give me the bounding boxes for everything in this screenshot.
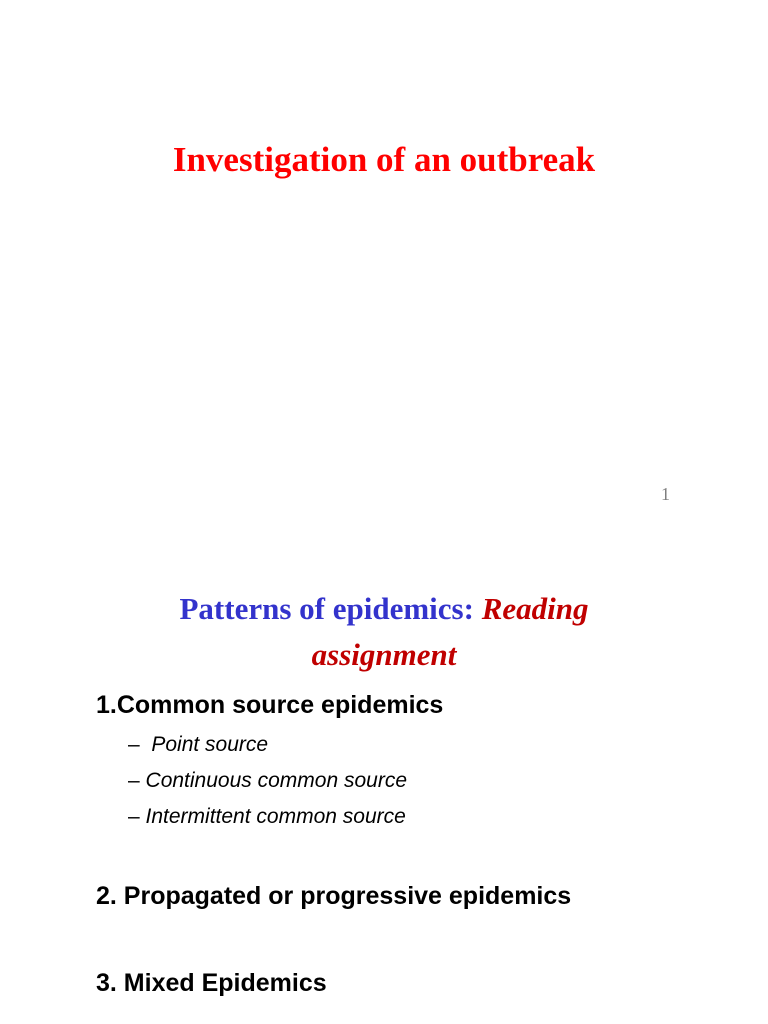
section-title-emphasis-1: Reading	[481, 591, 589, 626]
dash-bullet: –	[128, 733, 140, 756]
sub-item-point-source	[128, 731, 268, 759]
sub-item-label: Intermittent common source	[145, 805, 406, 828]
section-title	[84, 586, 684, 678]
list-item-propagated: 2. Propagated or progressive epidemics	[96, 882, 572, 910]
page-number: 1	[661, 484, 670, 504]
dash-bullet: –	[128, 805, 140, 828]
dash-bullet: –	[128, 769, 140, 792]
list-item-mixed: 3. Mixed Epidemics	[96, 969, 327, 997]
section-title-emphasis-2: assignment	[311, 637, 457, 672]
list-item-common-source: 1.Common source epidemics	[96, 691, 444, 719]
section-title-main: Patterns of epidemics:	[179, 591, 482, 626]
sub-item-continuous-common-source	[128, 767, 407, 795]
sub-item-intermittent-common-source	[128, 803, 406, 831]
sub-item-label: Continuous common source	[145, 769, 407, 792]
slide-title: Investigation of an outbreak	[172, 140, 596, 179]
sub-item-label: Point source	[151, 733, 269, 756]
